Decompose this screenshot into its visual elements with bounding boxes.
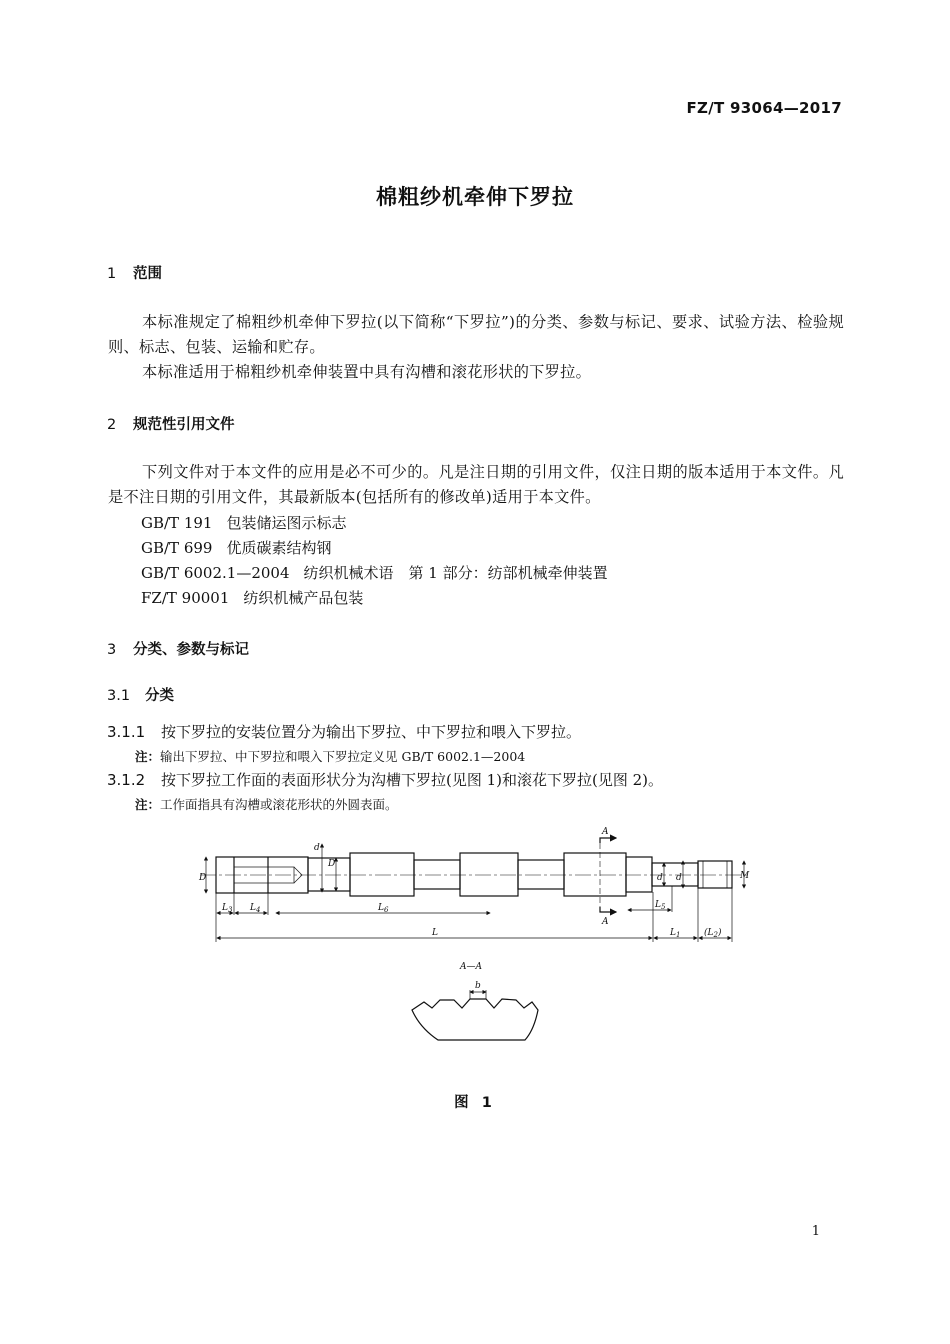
dim-label-L6: $L_6$: [378, 903, 389, 914]
note-text: 输出下罗拉、中下罗拉和喂入下罗拉定义见 GB/T 6002.1—2004: [160, 749, 526, 764]
section-a-a-view: [412, 962, 538, 1040]
dim-label-L1: $L_1$: [670, 928, 681, 939]
section-title: A—A: [460, 962, 482, 972]
dim-label-d: d: [314, 843, 320, 853]
section-title: 分类、参数与标记: [133, 642, 249, 658]
section-label-a-top: A: [602, 827, 609, 837]
dim-label-b: b: [475, 981, 481, 991]
dim-label-L: L: [432, 928, 438, 938]
dim-label-L3: $L_3$: [222, 903, 233, 914]
scope-paragraph-1: 本标准规定了棉粗纱机牵伸下罗拉(以下简称“下罗拉”)的分类、参数与标记、要求、试验方法、检验规则、标志、包装、运输和贮存。: [108, 313, 844, 356]
dim-label-d1: d: [657, 873, 663, 883]
clause-text: 按下罗拉工作面的表面形状分为沟槽下罗拉(见图 1)和滚花下罗拉(见图 2)。: [161, 771, 664, 789]
reference-code: GB/T 6002.1—2004: [141, 564, 290, 582]
dim-label-L5: $L_5$: [655, 900, 666, 911]
reference-code: GB/T 191: [141, 514, 213, 532]
reference-title: 优质碳素结构钢: [226, 539, 332, 557]
clause-number: 3.1.1: [107, 723, 146, 741]
scope-paragraph-2: 本标准适用于棉粗纱机牵伸装置中具有沟槽和滚花形状的下罗拉。: [142, 363, 592, 381]
dim-label-M: M: [740, 871, 750, 881]
section-title: 分类: [145, 688, 174, 704]
section-number: 3: [107, 642, 117, 658]
dim-label-d2: d: [676, 873, 682, 883]
standard-code: FZ/T 93064—2017: [686, 99, 842, 117]
page-number: 1: [811, 1224, 820, 1239]
section-title: 范围: [133, 266, 162, 282]
dim-label-L2: $(L_2)$: [704, 928, 722, 939]
clause-number: 3.1.2: [107, 771, 146, 789]
section-number: 1: [107, 266, 117, 282]
dim-label-D: D: [199, 873, 207, 883]
note-label: 注：: [135, 797, 161, 812]
reference-code: GB/T 699: [141, 539, 213, 557]
note-label: 注：: [135, 749, 161, 764]
reference-title: 纺织机械术语 第 1 部分：纺部机械牵伸装置: [303, 564, 608, 582]
document-title: 棉粗纱机牵伸下罗拉: [376, 185, 574, 209]
references-intro: 下列文件对于本文件的应用是必不可少的。凡是注日期的引用文件，仅注日期的版本适用于本文件。凡是不注日期的引用文件，其最新版本(包括所有的修改单)适用于本文件。: [108, 463, 844, 506]
note-text: 工作面指具有沟槽或滚花形状的外圆表面。: [160, 797, 398, 812]
section-title: 规范性引用文件: [133, 417, 235, 433]
clause-text: 按下罗拉的安装位置分为输出下罗拉、中下罗拉和喂入下罗拉。: [161, 723, 582, 741]
roller-body: [200, 853, 750, 896]
section-number: 2: [107, 417, 117, 433]
reference-title: 包装储运图示标志: [226, 514, 347, 532]
figure-caption: 图 1: [454, 1095, 496, 1111]
reference-code: FZ/T 90001: [141, 589, 230, 607]
reference-title: 纺织机械产品包装: [243, 589, 364, 607]
dim-label-L4: $L_4$: [250, 903, 261, 914]
section-number: 3.1: [107, 688, 131, 704]
dim-label-D1: D: [328, 859, 336, 869]
section-label-a-bottom: A: [602, 917, 609, 927]
